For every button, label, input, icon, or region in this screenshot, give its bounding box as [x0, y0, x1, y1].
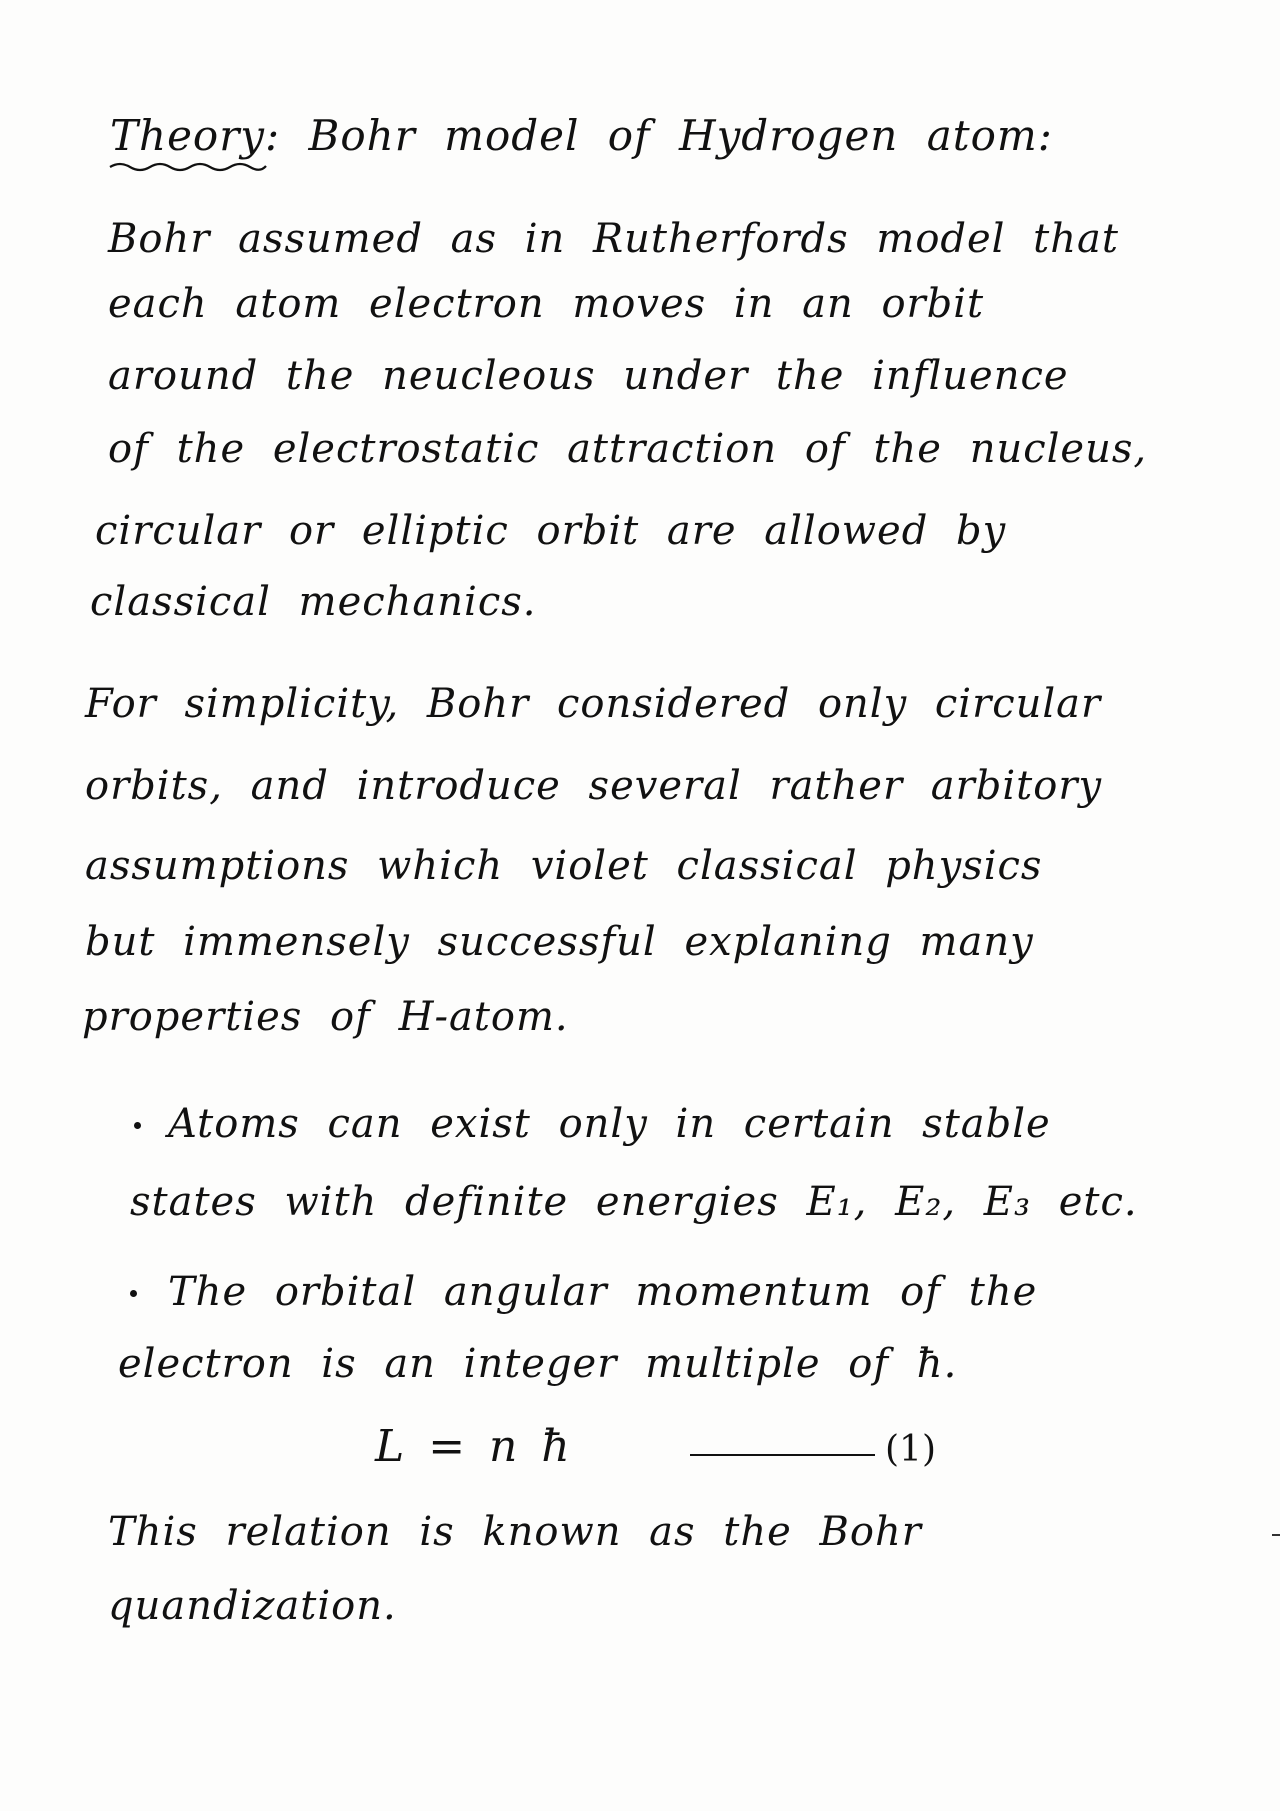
title-wavy-underline — [108, 160, 268, 172]
paragraph-2-line-3: assumptions which violet classical physics — [85, 843, 1043, 889]
bullet-dot-2 — [130, 1290, 137, 1297]
margin-stray-mark — [1272, 1534, 1280, 1536]
equation-leader-line — [690, 1454, 875, 1456]
bullet-1-line-2: states with definite energies E₁, E₂, E₃ etc. — [130, 1179, 1138, 1225]
paragraph-1-line-2: each atom electron moves in an orbit — [108, 281, 985, 327]
bullet-1-line-1: Atoms can exist only in certain stable — [168, 1101, 1051, 1147]
paragraph-3-line-2: quandization. — [108, 1583, 397, 1629]
paragraph-1-line-4: of the electrostatic attraction of the nucleus, — [108, 426, 1148, 472]
paragraph-1-line-1: Bohr assumed as in Rutherfords model that — [108, 216, 1119, 262]
paragraph-3-line-1: This relation is known as the Bohr — [108, 1509, 922, 1555]
paragraph-2-line-4: but immensely successful explaning many — [85, 919, 1034, 965]
paragraph-1-line-6: classical mechanics. — [90, 579, 537, 625]
bullet-dot-1 — [134, 1122, 141, 1129]
paragraph-2-line-1: For simplicity, Bohr considered only circular — [85, 681, 1102, 727]
bohr-quantization-equation: L = n ħ — [375, 1421, 570, 1472]
bullet-2-line-2: electron is an integer multiple of ħ. — [118, 1341, 958, 1387]
paragraph-1-line-3: around the neucleous under the influence — [108, 353, 1069, 399]
note-title: Theory: Bohr model of Hydrogen atom: — [110, 111, 1053, 160]
equation-number: (1) — [885, 1429, 936, 1470]
bullet-2-line-1: The orbital angular momentum of the — [168, 1269, 1038, 1315]
paragraph-2-line-2: orbits, and introduce several rather arbitory — [85, 763, 1103, 809]
paragraph-2-line-5: properties of H-atom. — [82, 994, 569, 1040]
paragraph-1-line-5: circular or elliptic orbit are allowed by — [95, 508, 1007, 554]
